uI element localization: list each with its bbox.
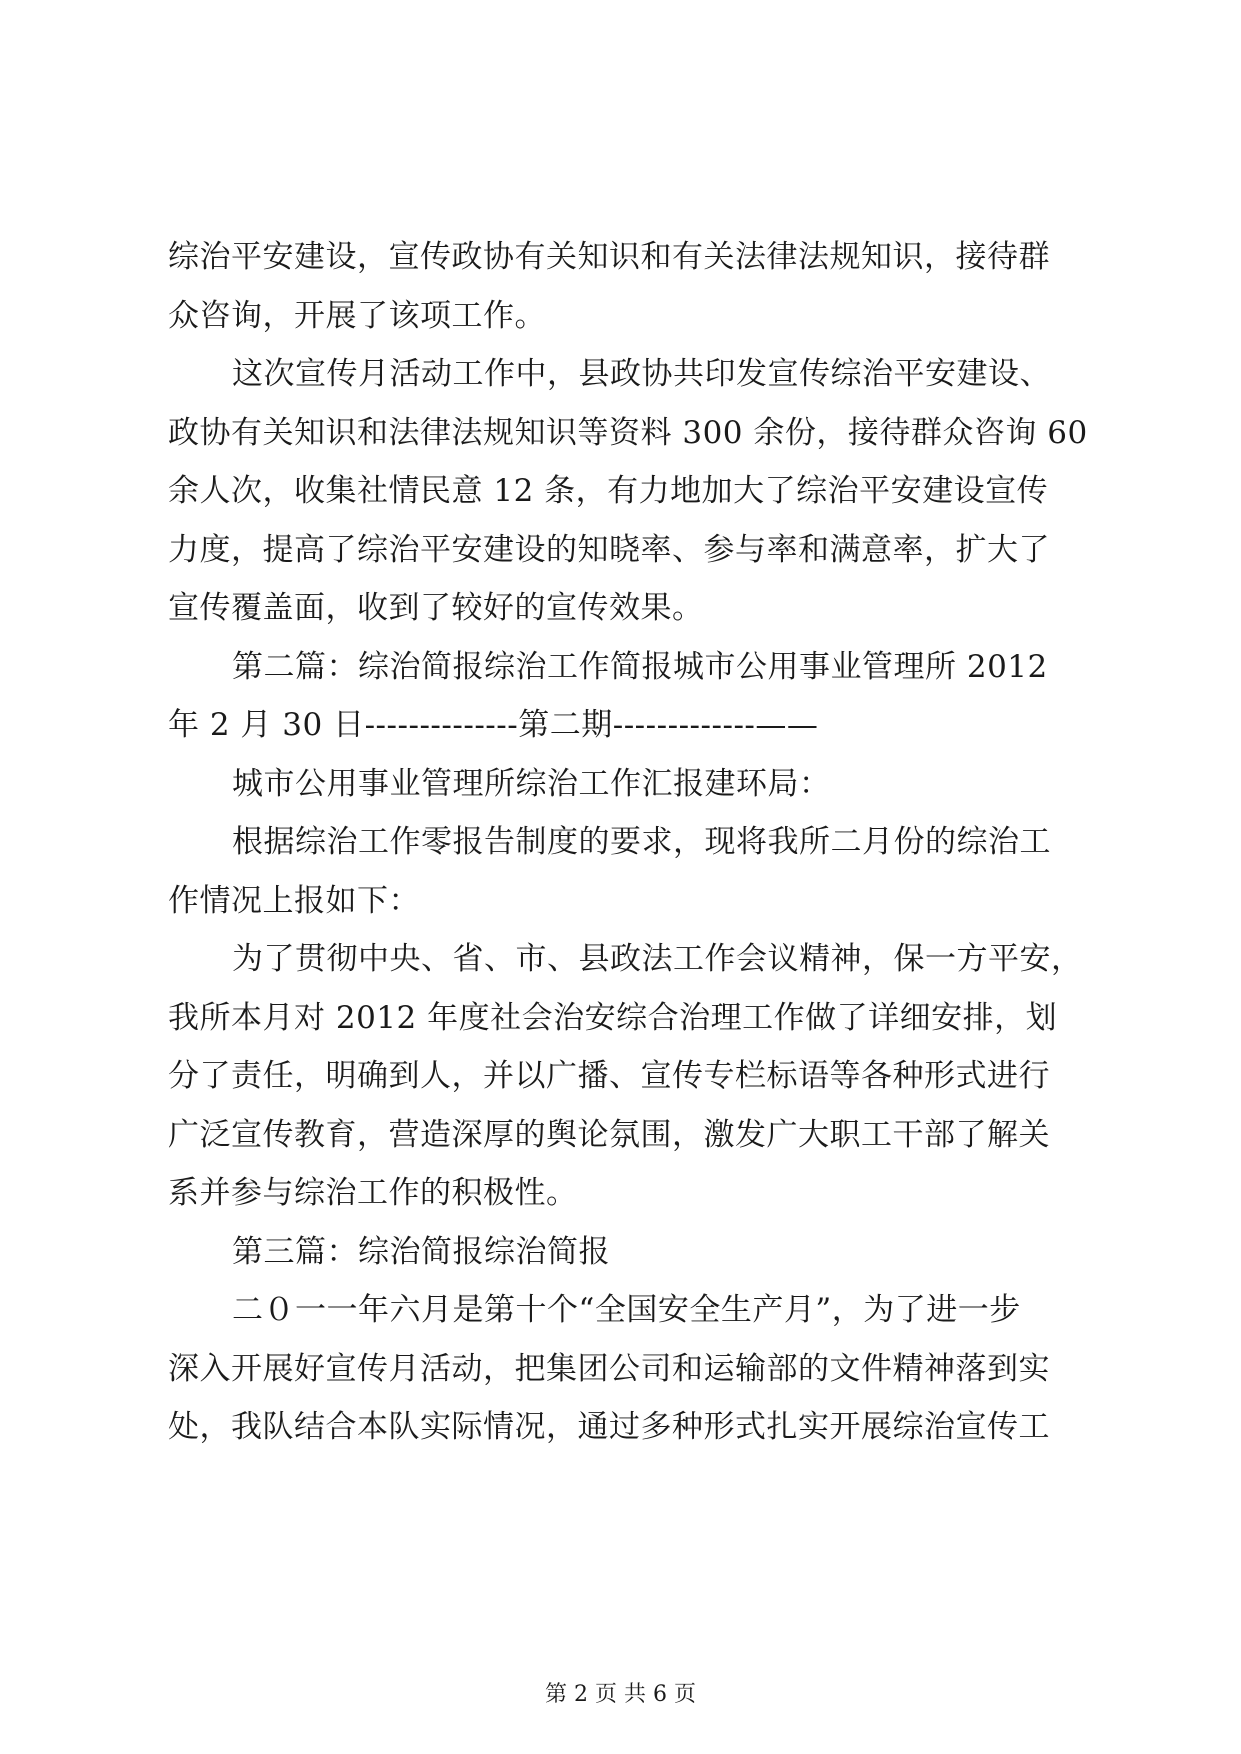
text-line: 力度，提高了综治平安建设的知晓率、参与率和满意率，扩大了 (168, 531, 1050, 568)
text-line: 第二篇：综治简报综治工作简报城市公用事业管理所 2012 (232, 648, 1048, 685)
text-line: 第三篇：综治简报综治简报 (232, 1233, 610, 1270)
text-line: 系并参与综治工作的积极性。 (168, 1175, 578, 1211)
text-line: 为了贯彻中央、省、市、县政法工作会议精神，保一方平安， (232, 941, 1083, 977)
text-line: 综治平安建设，宣传政协有关知识和有关法律法规知识，接待群 (168, 239, 1050, 275)
document-body (168, 228, 1088, 1457)
text-line: 广泛宣传教育，营造深厚的舆论氛围，激发广大职工干部了解关 (168, 1116, 1050, 1153)
text-line: 众咨询，开展了该项工作。 (168, 297, 546, 334)
text-line: 这次宣传月活动工作中，县政协共印发宣传综治平安建设、 (232, 356, 1051, 392)
text-line: 深入开展好宣传月活动，把集团公司和运输部的文件精神落到实 (168, 1350, 1050, 1387)
text-line: 我所本月对 2012 年度社会治安综合治理工作做了详细安排，划 (168, 999, 1058, 1036)
text-line: 根据综治工作零报告制度的要求，现将我所二月份的综治工 (232, 824, 1051, 860)
text-line: 作情况上报如下： (168, 882, 420, 919)
text-line: 二０一一年六月是第十个“全国安全生产月”，为了进一步 (232, 1292, 1021, 1328)
text-line: 分了责任，明确到人，并以广播、宣传专栏标语等各种形式进行 (168, 1058, 1050, 1094)
text-line: 年 2 月 30 日--------------第二期-------------—— (168, 707, 819, 743)
text-line: 余人次，收集社情民意 12 条，有力地加大了综治平安建设宣传 (168, 473, 1049, 509)
text-line: 政协有关知识和法律法规知识等资料 300 余份，接待群众咨询 60 (168, 414, 1088, 451)
text-line: 城市公用事业管理所综治工作汇报建环局： (232, 765, 831, 802)
page-footer: 第 2 页 共 6 页 (545, 1682, 696, 1707)
text-line: 处，我队结合本队实际情况，通过多种形式扎实开展综治宣传工 (168, 1409, 1050, 1445)
text-line: 宣传覆盖面，收到了较好的宣传效果。 (168, 590, 704, 626)
